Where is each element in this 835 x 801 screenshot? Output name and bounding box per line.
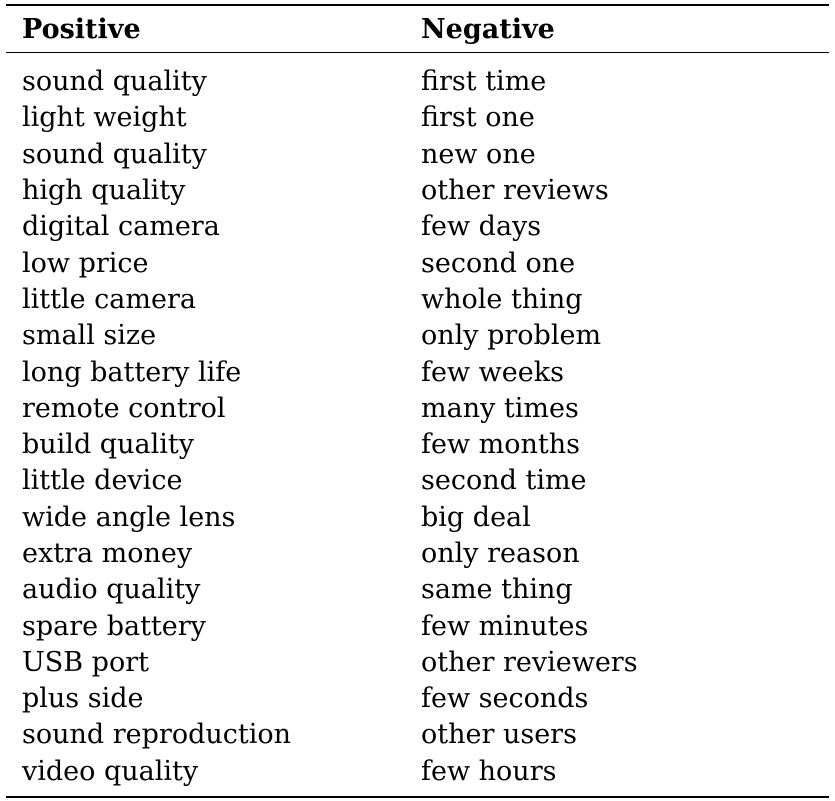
cell-negative: same thing [421, 574, 573, 606]
table-row [6, 500, 829, 536]
cell-positive: little camera [22, 283, 196, 315]
table-row [6, 427, 829, 463]
cell-negative: new one [421, 138, 536, 170]
table-row [6, 681, 829, 717]
table-row [6, 754, 829, 790]
cell-positive: small size [22, 320, 157, 352]
table-row [6, 318, 829, 354]
cell-negative: other users [421, 719, 577, 751]
cell-negative: only reason [421, 538, 580, 569]
table-row [6, 536, 829, 572]
table-row [6, 717, 829, 753]
cell-negative: second one [421, 247, 576, 279]
cell-positive: little device [22, 465, 183, 497]
cell-negative: other reviews [421, 175, 609, 207]
phrase-table [6, 4, 829, 798]
table-row [6, 391, 829, 427]
cell-positive: video quality [22, 755, 199, 787]
cell-positive: sound reproduction [22, 719, 292, 751]
cell-positive: build quality [22, 429, 194, 461]
cell-positive: remote control [22, 392, 226, 424]
header-negative: Negative [421, 13, 555, 45]
cell-positive: low price [22, 247, 149, 279]
header-row [6, 6, 829, 52]
cell-positive: light weight [22, 102, 187, 134]
table-row [6, 282, 829, 318]
cell-positive: USB port [22, 646, 149, 678]
cell-positive: spare battery [22, 610, 206, 642]
cell-negative: other reviewers [421, 646, 638, 678]
cell-negative: few weeks [421, 356, 564, 388]
bottom-rule [6, 796, 829, 798]
cell-negative: few hours [421, 755, 557, 787]
cell-positive: digital camera [22, 211, 220, 243]
cell-negative: whole thing [421, 283, 583, 315]
cell-positive: extra money [22, 538, 193, 569]
cell-negative: few months [421, 429, 581, 461]
cell-positive: wide angle lens [22, 501, 236, 533]
table-row [6, 137, 829, 173]
cell-positive: long battery life [22, 356, 242, 388]
table-body [6, 64, 829, 790]
table-row [6, 100, 829, 136]
table-row [6, 608, 829, 644]
table-row [6, 245, 829, 281]
table-row [6, 645, 829, 681]
cell-negative: few days [421, 211, 542, 243]
header-positive: Positive [22, 13, 141, 45]
cell-negative: few minutes [421, 610, 589, 642]
cell-positive: audio quality [22, 574, 201, 606]
cell-positive: sound quality [22, 66, 207, 98]
cell-negative: many times [421, 392, 579, 424]
cell-negative: few seconds [421, 683, 589, 715]
cell-positive: high quality [22, 175, 186, 207]
cell-positive: plus side [22, 683, 144, 715]
cell-negative: big deal [421, 501, 531, 533]
table-row [6, 64, 829, 100]
table-row [6, 173, 829, 209]
table-row [6, 572, 829, 608]
cell-positive: sound quality [22, 138, 207, 170]
cell-negative: first one [421, 102, 535, 134]
table-row [6, 209, 829, 245]
cell-negative: second time [421, 465, 587, 497]
table-row [6, 463, 829, 499]
cell-negative: first time [421, 66, 547, 98]
cell-negative: only problem [421, 320, 602, 352]
table-row [6, 354, 829, 390]
